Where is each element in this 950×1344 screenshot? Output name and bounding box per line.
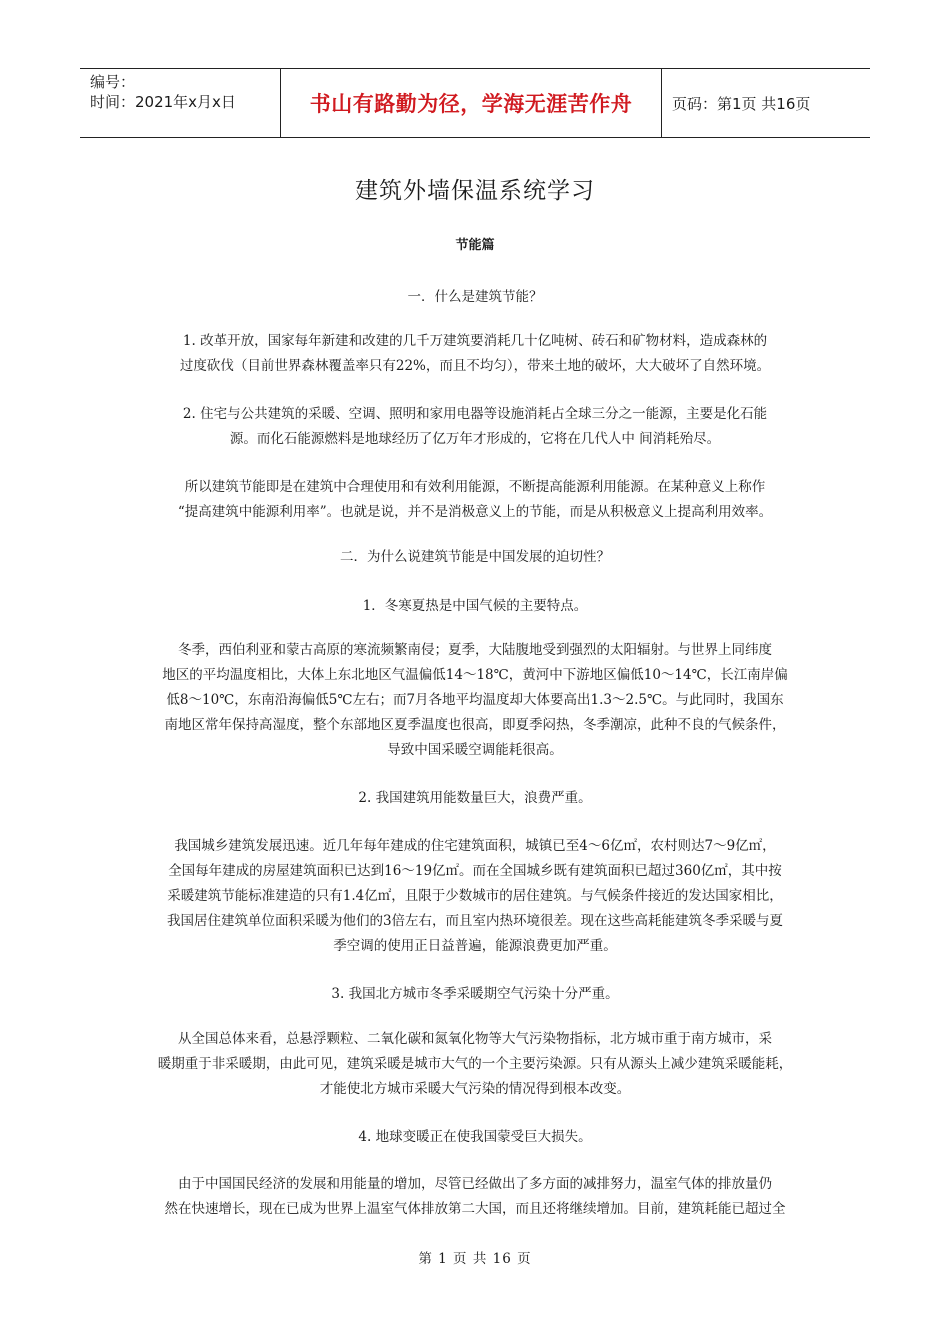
paragraph-line: 2. 住宅与公共建筑的采暖、空调、照明和家用电器等设施消耗占全球三分之一能源，主要是化石能 [182,406,768,422]
header-page-label: 页码：第1页 共16页 [672,94,811,113]
document-header [80,68,870,138]
paragraph-line: 才能使北方城市采暖大气污染的情况得到根本改变。 [319,1081,631,1097]
paragraph-line: 从全国总体来看，总悬浮颗粒、二氧化碳和氮氧化物等大气污染物指标，北方城市重于南方城市，采 [178,1031,772,1047]
header-motto: 书山有路勤为径，学海无涯苦作舟 [281,69,662,137]
paragraph-line: 我国居住建筑单位面积采暖为他们的3倍左右，而且室内热环境很差。现在这些高耗能建筑冬季采暖与夏 [166,913,784,929]
subsection-heading: 2. 我国建筑用能数量巨大，浪费严重。 [358,790,592,806]
paragraph-line: 采暖建筑节能标准建造的只有1.4亿㎡，且限于少数城市的居住建筑。与气候条件接近的发达国家相比， [167,888,783,904]
paragraph-line: 地区的平均温度相比，大体上东北地区气温偏低14～18℃，黄河中下游地区偏低10～14℃，长江南岸偏 [162,667,788,683]
section-heading: 二．为什么说建筑节能是中国发展的迫切性？ [340,549,610,565]
subsection-heading: 4. 地球变暖正在使我国蒙受巨大损失。 [358,1129,592,1145]
subsection-heading: 1．冬寒夏热是中国气候的主要特点。 [362,598,588,614]
date-label: 时间：2021年x月x日 [90,93,236,111]
paragraph-line: 低8～10℃，东南沿海偏低5℃左右；而7月各地平均温度却大体要高出1.3～2.5℃。与此同时，我国东 [166,692,784,708]
subsection-heading: 3. 我国北方城市冬季采暖期空气污染十分严重。 [331,986,619,1002]
paragraph-line: 然在快速增长，现在已成为世界上温室气体排放第二大国，而且还将继续增加。目前，建筑耗能已超过全 [164,1201,786,1217]
code-label: 编号： [90,73,136,91]
header-meta-cell [80,69,281,137]
paragraph-line: 南地区常年保持高湿度，整个东部地区夏季温度也很高，即夏季闷热，冬季潮凉，此种不良的气候条件， [164,717,786,733]
paragraph-line: 我国城乡建筑发展迅速。近几年每年建成的住宅建筑面积，城镇已至4～6亿㎡，农村则达7～9亿㎡， [174,838,776,854]
paragraph-line: 全国每年建成的房屋建筑面积已达到16～19亿㎡。而在全国城乡既有建筑面积已超过360亿㎡，其中按 [168,863,782,879]
paragraph-line: 过度砍伐（目前世界森林覆盖率只有22%，而且不均匀），带来土地的破坏，大大破坏了自然环境。 [179,358,771,374]
document-subtitle: 节能篇 [455,238,495,253]
paragraph-line: 1. 改革开放，国家每年新建和改建的几千万建筑要消耗几十亿吨树、砖石和矿物材料，造成森林的 [182,333,768,349]
paragraph-line: 源。而化石能源燃料是地球经历了亿万年才形成的，它将在几代人中 间消耗殆尽。 [229,431,721,447]
document-title: 建筑外墙保温系统学习 [355,178,595,204]
paragraph-line: 由于中国国民经济的发展和用能量的增加，尽管已经做出了多方面的减排努力，温室气体的排放量仍 [178,1176,772,1192]
paragraph-line: 冬季，西伯利亚和蒙古高原的寒流频繁南侵；夏季，大陆腹地受到强烈的太阳辐射。与世界上同纬度 [178,642,772,658]
paragraph-line: 所以建筑节能即是在建筑中合理使用和有效利用能源，不断提高能源利用能源。在某种意义上称作 [184,479,766,495]
paragraph-line: 暖期重于非采暖期，由此可见，建筑采暖是城市大气的一个主要污染源。只有从源头上减少建筑采暖能耗， [157,1056,793,1072]
section-heading: 一．什么是建筑节能？ [407,289,543,305]
paragraph-line: 导致中国采暖空调能耗很高。 [387,742,563,758]
paragraph-line: “提高建筑中能源利用率”。也就是说，并不是消极意义上的节能，而是从积极意义上提高利用效率。 [177,504,773,520]
page-footer: 第 1 页 共 16 页 [418,1251,532,1267]
paragraph-line: 季空调的使用正日益普遍，能源浪费更加严重。 [333,938,617,954]
